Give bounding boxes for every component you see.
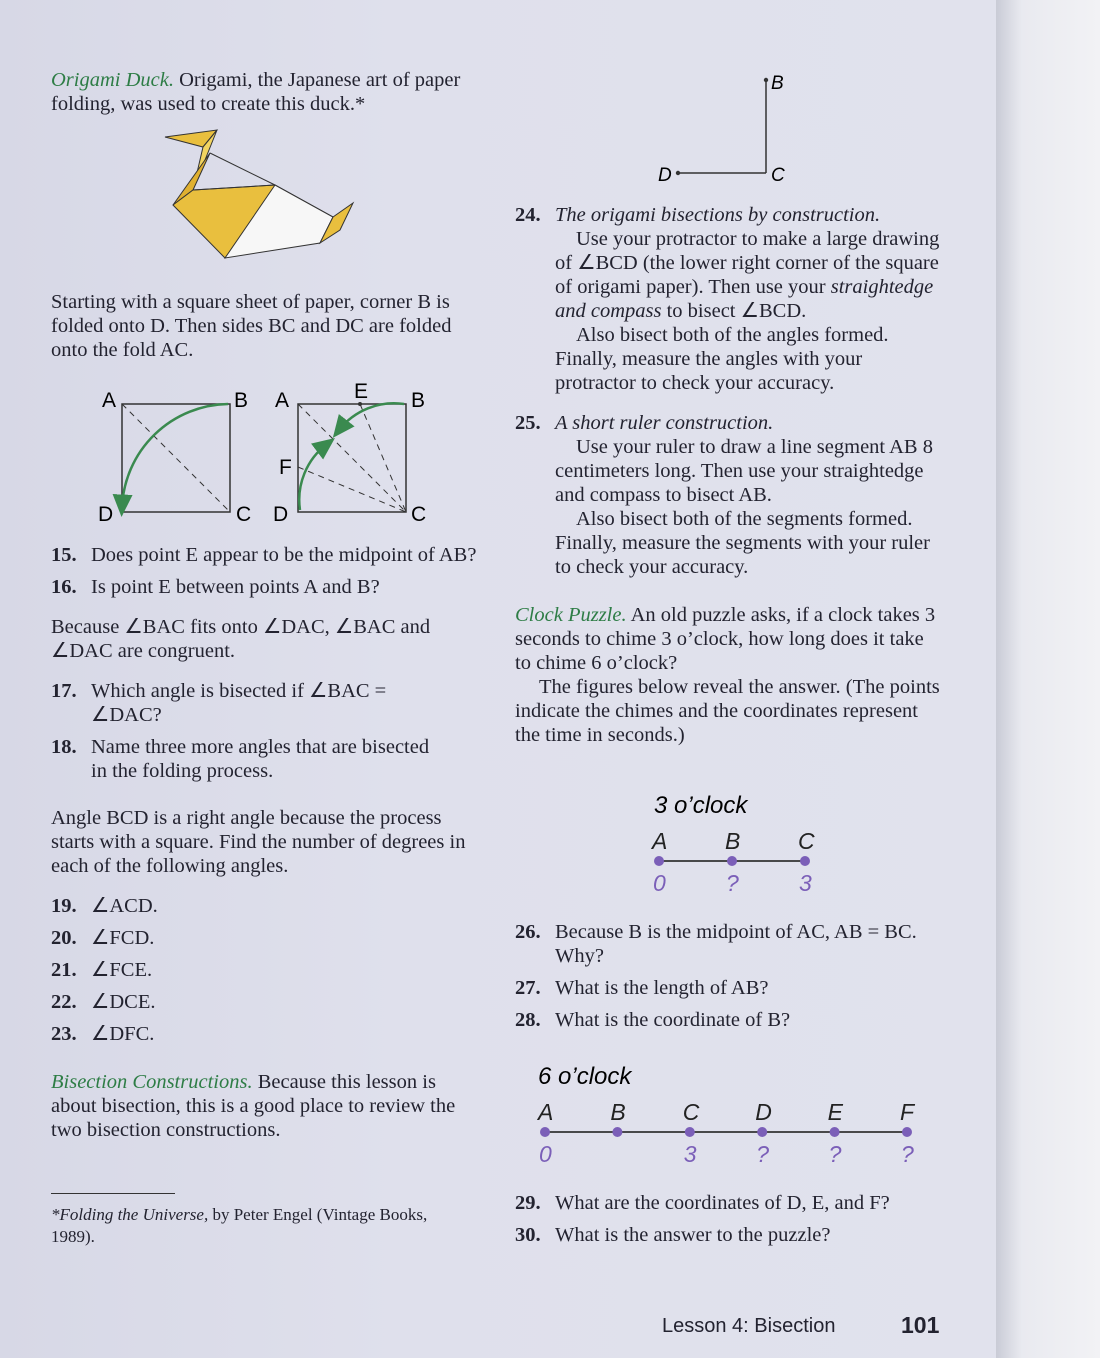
question-29 (515, 1191, 940, 1215)
question-number: 26. (515, 921, 541, 943)
question-number: 15. (51, 544, 77, 566)
six-point-e (830, 1127, 840, 1137)
three-oclock-label: 3 o’clock (654, 792, 748, 819)
question-text: ∠FCD. (91, 927, 155, 949)
footnote (51, 1204, 471, 1248)
point-b (764, 78, 768, 82)
question-number: 25. (515, 412, 541, 434)
question-number: 28. (515, 1009, 541, 1031)
origami-text: Origami, the Japanese art of paper folding, was used to create this duck.* (51, 69, 461, 115)
question-number: 22. (51, 991, 77, 1013)
angle-paragraph: Angle BCD is a right angle because the process starts with a square. Find the number of degrees in each of the following angles. (51, 807, 466, 877)
lesson-footer: Lesson 4: Bisection (662, 1315, 836, 1337)
point-d (676, 171, 680, 175)
three-point-c (800, 856, 810, 866)
three-point-a (654, 856, 664, 866)
question-19 (51, 894, 481, 918)
question-30 (515, 1223, 940, 1247)
left-column-2 (51, 290, 481, 362)
fig2-label-b: B (411, 389, 426, 412)
question-text: What are the coordinates of D, E, and F? (555, 1192, 890, 1214)
six-letter-b: B (610, 1099, 626, 1125)
bcd-label-b: B (771, 73, 784, 94)
question-17 (51, 679, 391, 727)
angle-bcd-figure (650, 70, 790, 185)
bisection-paragraph (51, 1070, 481, 1142)
bisection-text: Because this lesson is about bisection, this is a good place to review the two bisection constructions. (51, 1071, 456, 1141)
question-22 (51, 990, 481, 1014)
question-26 (515, 920, 940, 968)
question-24 (515, 203, 940, 227)
question-20 (51, 926, 481, 950)
question-25 (515, 411, 940, 435)
question-16 (51, 575, 481, 599)
question-text: ∠DFC. (91, 1023, 155, 1045)
fold-arrow-2 (339, 403, 404, 430)
question-number: 19. (51, 895, 77, 917)
question-title: A short ruler construction. (555, 412, 774, 434)
page-number: 101 (901, 1312, 940, 1338)
fig1-label-d: D (98, 503, 114, 526)
question-18 (51, 735, 431, 783)
diagonal-ac (122, 404, 230, 512)
six-oclock-line (530, 1058, 930, 1173)
page-edge (996, 0, 1100, 1358)
six-coord-a: 0 (539, 1141, 552, 1167)
right-questions (515, 920, 940, 1032)
six-point-f (902, 1127, 912, 1137)
question-text: ∠DCE. (91, 991, 156, 1013)
six-marks (536, 1099, 916, 1167)
question-number: 20. (51, 927, 77, 949)
question-28 (515, 1008, 940, 1032)
bcd-label-d: D (658, 165, 672, 185)
footnote-text: by Peter Engel (Vintage Books, 1989). (51, 1205, 428, 1246)
question-text: Is point E between points A and B? (91, 576, 380, 598)
origami-paragraph (51, 68, 481, 116)
fig2-label-e: E (354, 382, 369, 403)
footnote-rule (51, 1193, 175, 1194)
question-number: 17. (51, 680, 77, 702)
fig2-label-a: A (275, 389, 290, 412)
question-number: 21. (51, 959, 77, 981)
starting-paragraph: Starting with a square sheet of paper, corner B is folded onto D. Then sides BC and DC are folded onto the fold AC. (51, 291, 452, 361)
six-point-a (540, 1127, 550, 1137)
six-coord-f: ? (901, 1141, 914, 1167)
six-letter-f: F (900, 1099, 915, 1125)
three-coord-b: ? (726, 870, 739, 896)
fig2-label-d: D (273, 503, 289, 526)
three-oclock-line (640, 785, 840, 900)
three-marks (650, 828, 815, 896)
question-text: Because B is the midpoint of AC, AB = BC. Why? (555, 921, 917, 967)
bisection-heading: Bisection Constructions. (51, 1071, 253, 1093)
three-letter-b: B (725, 828, 741, 854)
question-number: 23. (51, 1023, 77, 1045)
question-text: ∠ACD. (91, 895, 158, 917)
left-column (51, 68, 481, 116)
fig2-label-f: F (279, 456, 292, 479)
because-paragraph: Because ∠BAC fits onto ∠DAC, ∠BAC and ∠DAC are congruent. (51, 616, 431, 662)
three-coord-a: 0 (653, 870, 666, 896)
three-letter-a: A (652, 828, 668, 854)
right-questions-2 (515, 1191, 940, 1247)
clock-paragraph-2: The figures below reveal the answer. (The points indicate the chimes and the coordinates represent the time in seconds.) (515, 676, 940, 746)
question-number: 29. (515, 1192, 541, 1214)
fig2-line-fc (298, 467, 406, 512)
origami-heading: Origami Duck. (51, 69, 174, 91)
six-coord-e: ? (828, 1141, 842, 1167)
q25-paragraph-2: Also bisect both of the segments formed. Finally, measure the segments with your ruler to check your accuracy. (555, 508, 930, 578)
three-coord-c: 3 (799, 870, 812, 896)
clock-paragraph (515, 603, 940, 675)
footnote-title: *Folding the Universe, (51, 1205, 209, 1224)
q24-paragraph-1 (515, 227, 940, 323)
question-text: Does point E appear to be the midpoint of AB? (91, 544, 477, 566)
question-21 (51, 958, 481, 982)
three-point-b (727, 856, 737, 866)
q24-italic: straightedge and compass (555, 276, 934, 322)
left-questions (51, 543, 481, 1142)
six-letter-c: C (682, 1099, 700, 1125)
question-number: 24. (515, 204, 541, 226)
question-text: What is the length of AB? (555, 977, 769, 999)
q24-text-2: to bisect ∠BCD. (661, 300, 807, 322)
clock-heading: Clock Puzzle. (515, 604, 627, 626)
clock-text: An old puzzle asks, if a clock takes 3 seconds to chime 3 o’clock, how long does it take to chime 6 o’clock? (515, 604, 936, 674)
six-point-b (612, 1127, 622, 1137)
six-oclock-label: 6 o’clock (538, 1063, 632, 1090)
question-text: ∠FCE. (91, 959, 153, 981)
question-number: 27. (515, 977, 541, 999)
question-text: Name three more angles that are bisected in the folding process. (91, 736, 430, 782)
fold-diagram (95, 382, 445, 532)
question-title: The origami bisections by construction. (555, 204, 881, 226)
question-27 (515, 976, 940, 1000)
question-text: What is the answer to the puzzle? (555, 1224, 831, 1246)
six-letter-d: D (755, 1099, 772, 1125)
six-point-d (757, 1127, 767, 1137)
six-letter-e: E (827, 1099, 843, 1125)
question-number: 30. (515, 1224, 541, 1246)
six-point-c (685, 1127, 695, 1137)
six-letter-a: A (538, 1099, 554, 1125)
fig2-line-ec (360, 404, 406, 512)
fig1-label-b: B (234, 389, 249, 412)
six-coord-c: 3 (683, 1141, 697, 1167)
question-number: 16. (51, 576, 77, 598)
six-coord-d: ? (756, 1141, 769, 1167)
fig2-label-c: C (411, 503, 427, 526)
q24-paragraph-2: Also bisect both of the angles formed. Finally, measure the angles with your protractor to check your accuracy. (555, 324, 889, 394)
q25-paragraph-1: Use your ruler to draw a line segment AB 8 centimeters long. Then use your straightedge and compass to bisect AB. (555, 436, 933, 506)
q24-text-1: Use your protractor to make a large drawing of ∠BCD (the lower right corner of the square of origami paper). Then use your (555, 228, 940, 298)
question-number: 18. (51, 736, 77, 758)
right-column (515, 203, 940, 747)
origami-duck-figure (155, 125, 365, 265)
three-letter-c: C (798, 828, 815, 854)
question-23 (51, 1022, 481, 1046)
question-text: Which angle is bisected if ∠BAC = ∠DAC? (91, 680, 387, 726)
fig1-label-a: A (102, 389, 117, 412)
question-15 (51, 543, 481, 567)
question-text: What is the coordinate of B? (555, 1009, 791, 1031)
bcd-label-c: C (771, 165, 785, 185)
fig1-label-c: C (236, 503, 252, 526)
